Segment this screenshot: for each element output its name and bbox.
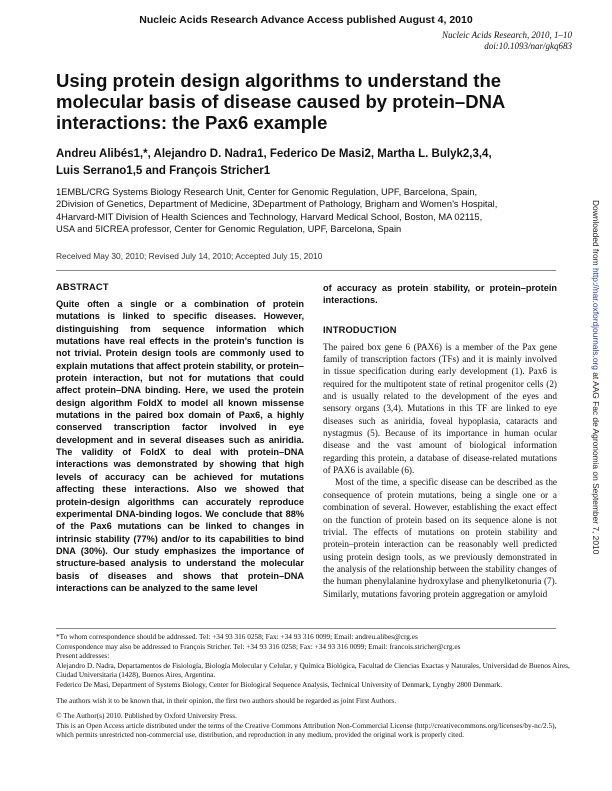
- footnotes: [56, 632, 570, 740]
- download-prefix: Downloaded from: [591, 200, 601, 268]
- present-addresses-label: Present addresses:: [56, 651, 110, 661]
- right-column: [323, 282, 557, 600]
- author-list: [56, 146, 566, 180]
- footnote-divider: [56, 628, 556, 629]
- download-suffix: at AAG Fac de Agronomia on September 7, 2010: [591, 369, 601, 555]
- received-dates: Received May 30, 2010; Revised July 14, 2010; Accepted July 15, 2010: [56, 251, 323, 261]
- doi: doi:10.1093/nar/gkq683: [484, 41, 572, 51]
- author-line-2: Luis Serrano1,5 and François Stricher1: [56, 165, 271, 177]
- abstract-continuation: of accuracy as protein stability, or protein–protein interactions.: [323, 283, 557, 306]
- correspondence-note: *To whom correspondence should be addressed. Tel: +34 93 316 0258; Fax: +34 93 316 0099; Email: andreu.alibes@crg.es: [56, 632, 418, 641]
- joint-authorship-note: The authors wish it to be known that, in their opinion, the first two authors should be regarded as joint First Authors.: [56, 695, 397, 705]
- journal-url-link[interactable]: http://nar.oxfordjournals.org: [591, 267, 601, 370]
- correspondence-note: Correspondence may also be addressed to François Stricher. Tel: +34 93 316 0258; Fax: +34 93 316 0099; Email: francois.stricher@crg.es: [56, 641, 461, 651]
- affiliations: [56, 186, 566, 236]
- copyright-note: © The Author(s) 2010. Published by Oxford University Press.: [56, 711, 237, 721]
- running-header: [442, 30, 572, 52]
- header-divider: [56, 270, 556, 271]
- download-notice: [591, 200, 601, 554]
- intro-paragraph-2: Most of the time, a specific disease can be described as the consequence of protein mutations, being a single one or a combination of several. However, establishing the exact effect on the function of protein based on its sequence alone is not trivial. The effects of mutations on protein stability and protein–protein interaction can be reasonably well predicted using protein design tools, as we previously demonstrated in the analysis of the relationship between the stability changes of the human phenylalanine hydroxylase and phenylketonuria (7). Similarly, mutations favoring protein aggregation or amyloid: [323, 477, 557, 599]
- license-note: This is an Open Access article distributed under the terms of the Creative Commons Attribution Non-Commercial License (http://creativecommons.org/licenses/by-nc/2.5), which permits unrestricted non-commercial use, distribution, and reproduction in any medium, provided the original work is properly cited.: [56, 720, 557, 740]
- paper-title: Using protein design algorithms to understand the molecular basis of disease caused by protein–DNA interactions: the Pax6 example: [56, 70, 505, 133]
- intro-paragraph-1: The paired box gene 6 (PAX6) is a member of the Pax gene family of transcription factors (TFs) and it is mainly involved in tissue specification during early development (1). Pax6 is required for the multipotent state of retinal progenitor cells (2) and is usually related to the development of the eyes and sensory organs (3,4). Mutations in this TF are linked to eye diseases such as aniridia, foveal hypoplasia, cataracts and nystagmus (5). Because of its importance in human ocular disease and the vast amount of biological information regarding this protein, a database of disease-related mutations of PAX6 is available (6).: [323, 341, 557, 476]
- affiliation-line: USA and 5ICREA professor, Center for Genomic Regulation, UPF, Barcelona, Spain: [56, 224, 402, 235]
- left-column: [56, 282, 304, 594]
- abstract-text: Quite often a single or a combination of protein mutations is linked to specific diseases. However, distinguishing from sequence information which mutations have real effects in the protein’s function is not trivial. Protein design tools are commonly used to explain mutations that affect protein stability, or protein–protein interaction, but not for mutations that could affect protein–DNA binding. Here, we used the protein design algorithm FoldX to model all known missense mutations in the paired box domain of Pax6, a highly conserved transcription factor involved in eye development and in several diseases such as aniridia. The validity of FoldX to deal with protein–DNA interactions was demonstrated by showing that high levels of accuracy can be achieved for mutations affecting these interactions. Also we showed that protein-design algorithms can accurately reproduce experimental DNA-binding logos. We conclude that 88% of the Pax6 mutations can be linked to changes in intrinsic stability (77%) and/or to its capabilities to bind DNA (30%). Our study emphasizes the importance of structure-based analysis to understand the molecular basis of diseases and shows that protein–DNA interactions can be analyzed to the same level: [56, 299, 304, 593]
- journal-line: Nucleic Acids Research, 2010, 1–10: [442, 30, 572, 40]
- advance-access-banner: Nucleic Acids Research Advance Access published August 4, 2010: [139, 14, 473, 26]
- author-line-1: Andreu Alibés1,*, Alejandro D. Nadra1, Federico De Masi2, Martha L. Bulyk2,3,4,: [56, 148, 492, 160]
- address-demasi: Federico De Masi, Department of Systems Biology, Center for Biological Sequence Analysis, Technical University of Denmark, Lyngby 2800 Denmark.: [56, 679, 503, 689]
- affiliation-line: 2Division of Genetics, Department of Medicine, 3Department of Pathology, Brigham and Women’s Hospital,: [56, 199, 498, 210]
- affiliation-line: 4Harvard-MIT Division of Health Sciences and Technology, Harvard Medical School, Boston, MA 02115,: [56, 211, 483, 222]
- introduction-heading: INTRODUCTION: [323, 324, 397, 335]
- address-nadra: Alejandro D. Nadra, Departamentos de Fisiología, Biología Molecular y Celular, y Química Biológica, Facultad de Ciencias Exactas y Naturales, Universidad de Buenos Aires, Ciudad Universitaria (1428), Buenos Aires, Argentina.: [56, 660, 570, 680]
- download-sidebar: [587, 200, 605, 600]
- abstract-heading: ABSTRACT: [56, 282, 109, 292]
- affiliation-line: 1EMBL/CRG Systems Biology Research Unit, Center for Genomic Regulation, UPF, Barcelona, Spain,: [56, 187, 478, 197]
